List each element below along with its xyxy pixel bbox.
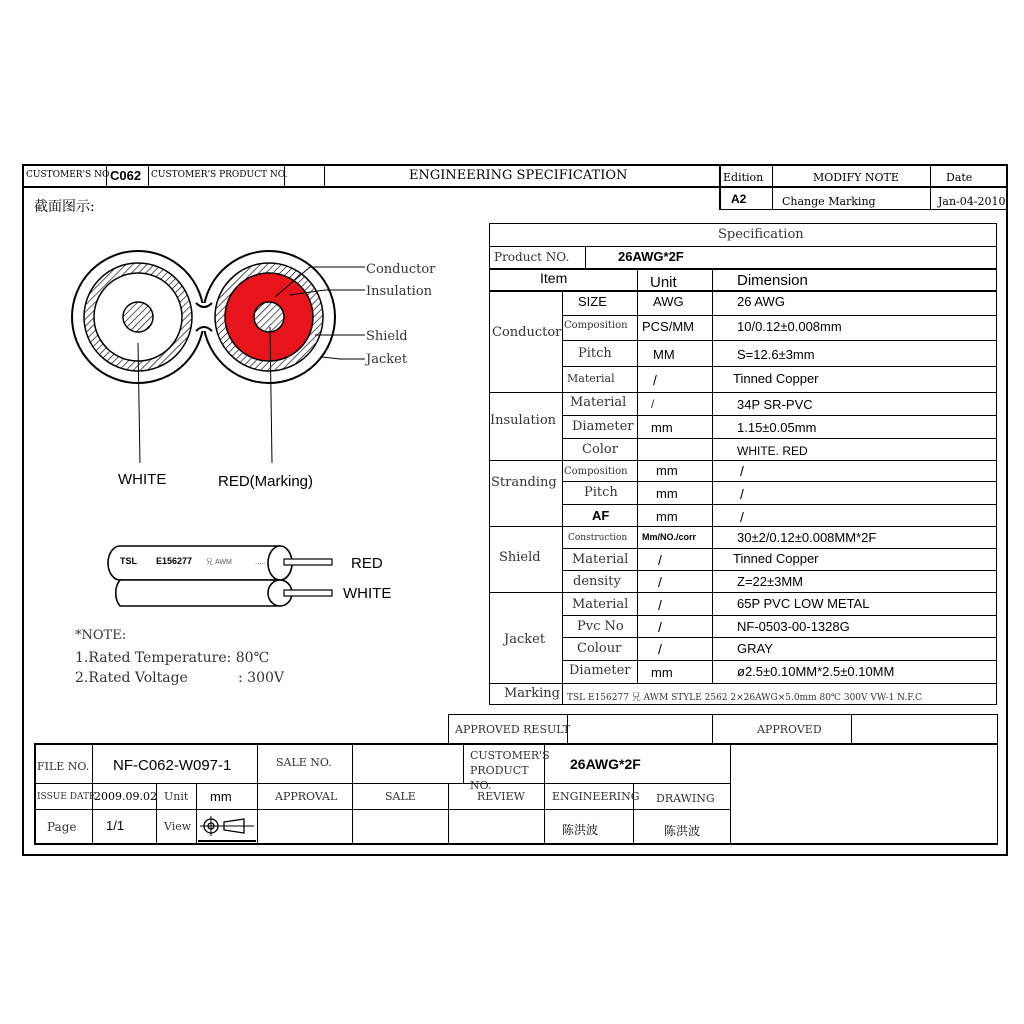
stranding-item-composition: Composition (564, 466, 628, 477)
marking-value: TSL E156277 兄 AWM STYLE 2562 2×26AWG×5.0mm 80℃ 300V VW-1 N.F.C (567, 693, 922, 703)
conductor-unit-size: AWG (653, 294, 684, 309)
conductor-dim-size: 26 AWG (737, 294, 785, 309)
issue-date-label: ISSUE DATE (37, 792, 96, 802)
right-conductor (254, 302, 284, 332)
insulation-item-color: Color (582, 442, 618, 457)
cross-section-title: 截面图示: (34, 199, 95, 215)
jacket-dim-diameter: ø2.5±0.10MM*2.5±0.10MM (737, 664, 895, 679)
approved-label: APPROVED (757, 723, 822, 736)
jacket-item-diameter: Diameter (569, 663, 631, 678)
shield-unit-construction: Mm/NO./corr (642, 532, 697, 542)
engineering-signature: 陈洪波 (562, 823, 599, 837)
insulation-dim-color: WHITE. RED (737, 444, 808, 458)
shield-item-construction: Construction (568, 533, 628, 543)
edition-label: Edition (723, 171, 764, 184)
stranding-item-pitch: Pitch (584, 485, 618, 500)
product-no-value: 26AWG*2F (618, 249, 684, 264)
review-label: REVIEW (477, 790, 525, 803)
insulation-item-material: Material (570, 395, 627, 410)
group-stranding: Stranding (491, 475, 557, 490)
modify-note-value: Change Marking (782, 195, 876, 208)
date-value: Jan-04-2010 (938, 195, 1006, 208)
jacket-unit-diameter: mm (651, 665, 673, 680)
unit-label: Unit (164, 790, 189, 803)
shield-unit-material: / (658, 552, 662, 568)
jacket-leader (322, 357, 365, 359)
stranding-dim-composition: / (740, 463, 744, 479)
issue-date-value: 2009.09.02 (94, 790, 157, 803)
shield-unit-density: / (658, 574, 662, 590)
insulation-dim-diameter: 1.15±0.05mm (737, 420, 817, 435)
modify-note-label: MODIFY NOTE (813, 171, 899, 184)
stranding-unit-composition: mm (656, 463, 678, 478)
drawing-label: DRAWING (656, 792, 715, 805)
edition-value: A2 (731, 192, 747, 206)
note-rated-voltage-value: : 300V (238, 670, 284, 686)
spec-title: Specification (718, 227, 804, 242)
file-no-label: FILE NO. (37, 760, 90, 773)
stranding-dim-af: / (740, 509, 744, 525)
jacket-unit-colour: / (658, 641, 662, 657)
insulation-item-diameter: Diameter (572, 419, 634, 434)
side-print-tsl: TSL (120, 556, 137, 566)
page-value: 1/1 (106, 818, 125, 833)
stranding-item-af: AF (592, 508, 610, 523)
page-label: Page (47, 820, 77, 834)
footer-customers-product-no-label: CUSTOMER'S PRODUCT NO. (470, 749, 550, 792)
side-label-red: RED (351, 555, 383, 572)
left-conductor (123, 302, 153, 332)
jacket-dim-colour: GRAY (737, 641, 773, 656)
stranding-unit-af: mm (656, 509, 678, 524)
side-print-code: E156277 (156, 556, 193, 566)
side-label-white: WHITE (343, 585, 392, 602)
conductor-item-size: SIZE (578, 294, 607, 309)
col-dimension-header: Dimension (737, 272, 808, 289)
customers-product-no-label: CUSTOMER'S PRODUCT NO. (151, 170, 288, 180)
date-label: Date (946, 171, 973, 184)
jacket-item-material: Material (572, 597, 629, 612)
approval-label: APPROVAL (275, 790, 338, 803)
footer-customers-product-no-value: 26AWG*2F (570, 756, 641, 772)
svg-text:兄 AWM: 兄 AWM (206, 559, 232, 566)
insulation-unit-material: / (651, 397, 655, 411)
jacket-item-pvc-no: Pvc No (577, 619, 624, 634)
insulation-dim-material: 34P SR-PVC (737, 397, 813, 412)
group-insulation: Insulation (490, 413, 557, 428)
projection-symbol-icon (198, 813, 256, 843)
unit-value: mm (210, 789, 232, 804)
group-conductor: Conductor (492, 325, 562, 340)
jacket-dim-pvc-no: NF-0503-00-1328G (737, 619, 850, 634)
conductor-item-pitch: Pitch (578, 346, 612, 361)
engineering-label: ENGINEERING (552, 790, 640, 803)
jacket-unit-pvc-no: / (658, 619, 662, 635)
conductor-dim-pitch: S=12.6±3mm (737, 347, 815, 362)
sale-no-label: SALE NO. (276, 756, 332, 769)
shield-item-material: Material (572, 552, 629, 567)
file-no-value: NF-C062-W097-1 (113, 757, 232, 774)
label-red-marking: RED(Marking) (218, 473, 314, 490)
group-shield: Shield (499, 550, 541, 565)
note-rated-voltage-label: 2.Rated Voltage (75, 670, 188, 686)
side-red-wire (284, 559, 332, 565)
conductor-unit-composition: PCS/MM (642, 319, 694, 334)
stranding-dim-pitch: / (740, 486, 744, 502)
insulation-unit-diameter: mm (651, 420, 673, 435)
sale-label: SALE (385, 790, 416, 803)
shield-dim-construction: 30±2/0.12±0.008MM*2F (737, 530, 877, 545)
conductor-dim-material: Tinned Copper (733, 371, 819, 386)
col-unit-header: Unit (650, 274, 677, 291)
customers-no-value: C062 (110, 168, 142, 183)
label-white: WHITE (118, 471, 167, 488)
side-view-drawing (100, 540, 340, 612)
header-bottom-line (22, 186, 1008, 188)
jacket-unit-material: / (658, 597, 662, 613)
shield-dim-density: Z=22±3MM (737, 574, 804, 589)
approved-result-label: APPROVED RESULT (455, 723, 571, 736)
conductor-item-material: Material (567, 372, 615, 385)
marking-label: Marking (504, 686, 561, 701)
label-shield: Shield (366, 329, 408, 344)
label-insulation: Insulation (366, 284, 433, 299)
stranding-unit-pitch: mm (656, 486, 678, 501)
side-white-wire (284, 590, 332, 596)
jacket-dim-material: 65P PVC LOW METAL (737, 596, 870, 611)
conductor-unit-material: / (653, 372, 657, 388)
label-conductor: Conductor (366, 262, 436, 277)
svg-text:.....: ..... (255, 557, 267, 566)
shield-item-density: density (573, 574, 621, 589)
conductor-dim-composition: 10/0.12±0.008mm (737, 319, 842, 334)
side-white-cable (116, 580, 285, 606)
col-item-header: Item (540, 270, 568, 286)
document-title: ENGINEERING SPECIFICATION (409, 168, 628, 183)
jacket-item-colour: Colour (577, 641, 622, 656)
conductor-unit-pitch: MM (653, 347, 675, 362)
product-no-label: Product NO. (494, 250, 570, 264)
group-jacket: Jacket (504, 632, 546, 647)
view-label: View (164, 820, 192, 833)
drawing-signature: 陈洪波 (664, 824, 701, 838)
shield-dim-material: Tinned Copper (733, 551, 819, 566)
conductor-item-composition: Composition (564, 320, 628, 331)
label-jacket: Jacket (366, 352, 408, 367)
note-title: *NOTE: (75, 628, 127, 643)
customers-no-label: CUSTOMER'S NO (26, 170, 110, 180)
note-rated-temperature: 1.Rated Temperature: 80℃ (75, 650, 270, 666)
